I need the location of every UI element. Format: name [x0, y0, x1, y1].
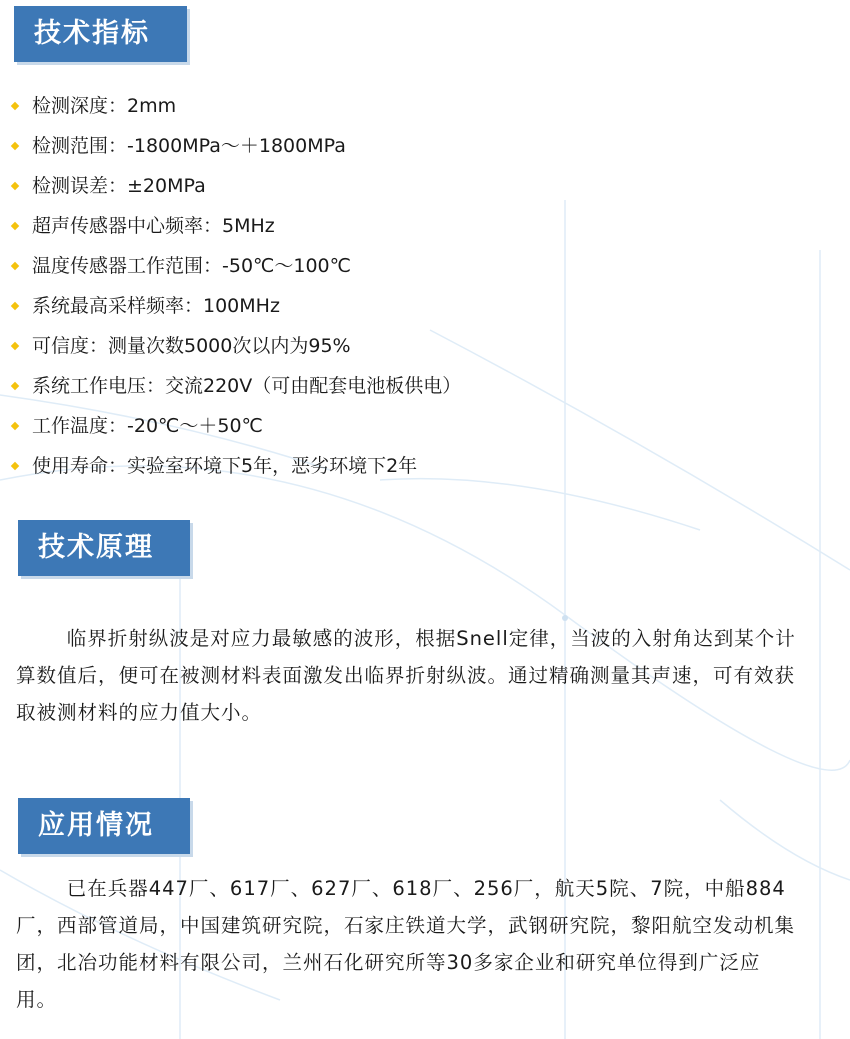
spec-item-voltage — [10, 366, 461, 406]
spec-text: 使用寿命：实验室环境下5年，恶劣环境下2年 — [32, 455, 418, 477]
spec-text: 超声传感器中心频率：5MHz — [32, 215, 275, 237]
diamond-bullet-icon — [11, 422, 19, 430]
diamond-bullet-icon — [11, 342, 19, 350]
spec-item-lifetime — [10, 446, 461, 486]
diamond-bullet-icon — [11, 142, 19, 150]
spec-item-depth — [10, 86, 461, 126]
principle-paragraph: 临界折射纵波是对应力最敏感的波形，根据Snell定律，当波的入射角达到某个计算数值后，便可在被测材料表面激发出临界折射纵波。通过精确测量其声速，可有效获取被测材料的应力值大小。 — [16, 627, 796, 724]
section-title-principle: 技术原理 — [18, 520, 190, 576]
spec-text: 可信度：测量次数5000次以内为95% — [32, 335, 351, 357]
spec-text: 温度传感器工作范围：-50℃～100℃ — [32, 255, 351, 277]
spec-item-sampling — [10, 286, 461, 326]
spec-text: 系统工作电压：交流220V（可由配套电池板供电） — [32, 375, 462, 397]
spec-item-work-temp — [10, 406, 461, 446]
application-paragraph: 已在兵器447厂、617厂、627厂、618厂、256厂，航天5院、7院，中船884厂，西部管道局，中国建筑研究院，石家庄铁道大学，武钢研究院，黎阳航空发动机集团，北冶功能材料有限公司，兰州石化研究所等30多家企业和研究单位得到广泛应用。 — [16, 877, 796, 1011]
section-title-application: 应用情况 — [18, 798, 190, 854]
spec-text: 系统最高采样频率：100MHz — [32, 295, 280, 317]
section-title-specs: 技术指标 — [14, 6, 187, 62]
diamond-bullet-icon — [11, 262, 19, 270]
diamond-bullet-icon — [11, 302, 19, 310]
spec-list — [10, 86, 461, 486]
spec-item-reliability — [10, 326, 461, 366]
spec-text: 检测深度：2mm — [32, 95, 177, 117]
spec-text: 检测误差：±20MPa — [32, 175, 206, 197]
spec-item-frequency — [10, 206, 461, 246]
spec-item-temp-sensor — [10, 246, 461, 286]
diamond-bullet-icon — [11, 102, 19, 110]
spec-text: 工作温度：-20℃～＋50℃ — [32, 415, 263, 437]
spec-item-range — [10, 126, 461, 166]
spec-item-error — [10, 166, 461, 206]
diamond-bullet-icon — [11, 382, 19, 390]
diamond-bullet-icon — [11, 222, 19, 230]
diamond-bullet-icon — [11, 182, 19, 190]
diamond-bullet-icon — [11, 462, 19, 470]
spec-text: 检测范围：-1800MPa～＋1800MPa — [32, 135, 346, 157]
